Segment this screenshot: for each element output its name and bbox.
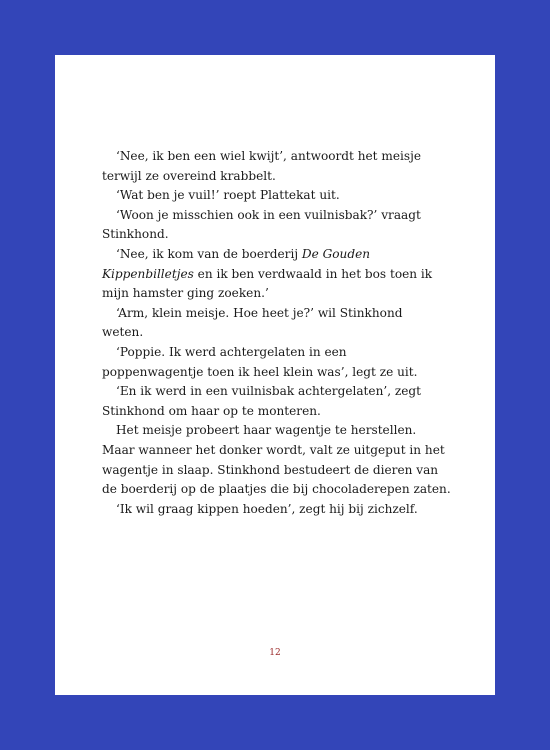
text-run: Maar wanneer het donker wordt, valt ze uitgeput in het [102,442,445,457]
text-run: Het meisje probeert haar wagentje te herstellen. [116,423,417,438]
text-run: de boerderij op de plaatjes die bij chocoladerepen zaten. [102,482,451,497]
text-line [102,461,439,481]
text-run: en ik ben verdwaald in het bos toen ik [193,266,433,281]
text-line [102,147,432,167]
text-line [102,265,432,285]
italic-text: Kippenbilletjes [102,266,194,281]
text-line [102,167,432,187]
text-line [102,382,432,402]
italic-text: De Gouden [301,246,371,261]
text-line [102,421,432,441]
text-line [102,343,432,363]
text-line [102,206,432,226]
text-line [102,480,451,500]
text-line [102,402,432,422]
text-run: ‘Poppie. Ik werd achtergelaten in een [116,344,347,359]
text-line [102,284,432,304]
text-run: ‘En ik werd in een vuilnisbak achtergelaten’, zegt [116,384,422,399]
text-line [102,500,432,520]
body-text [102,147,451,519]
text-line [102,323,432,343]
text-run: ‘Nee, ik ben een wiel kwijt’, antwoordt het meisje [116,149,421,163]
text-run: terwijl ze overeind krabbelt. [102,168,276,183]
text-run: ‘Nee, ik kom van de boerderij [116,246,302,261]
text-run: wagentje in slaap. Stinkhond bestudeert de dieren van [102,462,439,477]
text-run: ‘Arm, klein meisje. Hoe heet je?’ wil Stinkhond [116,305,403,320]
text-run: mijn hamster ging zoeken.’ [102,286,269,301]
book-page [55,55,495,695]
text-line [102,441,445,461]
text-line [102,363,432,383]
text-run: weten. [102,325,144,340]
text-run: ‘Ik wil graag kippen hoeden’, zegt hij bij zichzelf. [116,501,418,516]
text-run: Stinkhond om haar op te monteren. [102,403,321,418]
text-run: Stinkhond. [102,227,169,242]
text-line [102,304,432,324]
text-line [102,225,432,245]
text-line [102,245,432,265]
text-run: poppenwagentje toen ik heel klein was’, legt ze uit. [102,364,418,379]
text-line [102,186,432,206]
text-run: ‘Woon je misschien ook in een vuilnisbak?’ vraagt [116,207,421,222]
page-number: 12 [269,648,281,658]
text-run: ‘Wat ben je vuil!’ roept Plattekat uit. [116,188,340,203]
